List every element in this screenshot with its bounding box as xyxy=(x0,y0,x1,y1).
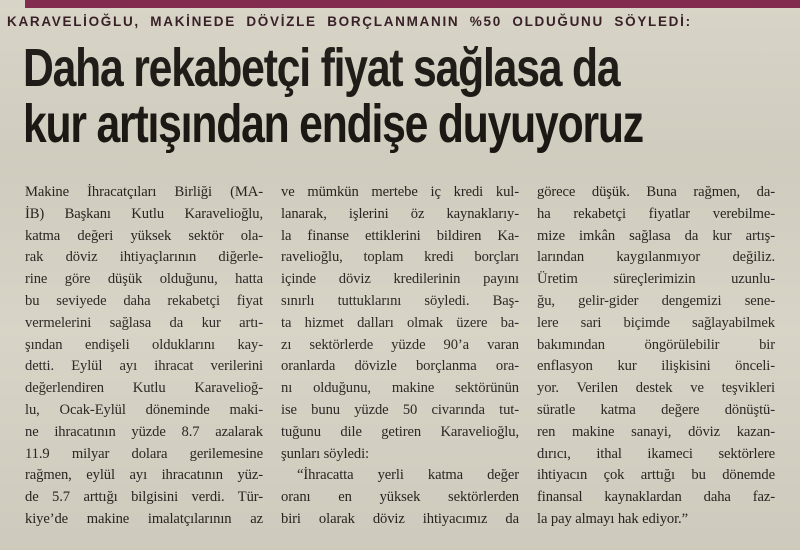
body-text-line: ta hizmet dalları olmak üzere ba- xyxy=(281,314,519,331)
body-text-line: Makine İhracatçıları Birliği (MA- xyxy=(25,184,263,200)
body-text-line: la finanse ettiklerini bildiren Ka- xyxy=(281,227,519,244)
body-text-line: detti. Eylül ayı ihracat verilerini xyxy=(25,358,263,375)
body-text-line: “İhracatta yerli katma değer xyxy=(297,467,519,484)
body-text-line: de 5.7 arttığı bilgisini verdi. Tür- xyxy=(25,489,263,506)
body-text-line: 11.9 milyar dolara gerilemesine xyxy=(25,445,263,462)
body-text-line: lere sari biçimde sağlayabilmek xyxy=(537,314,775,331)
body-text-line: ha rekabetçi fiyatlar verebilme- xyxy=(537,205,775,222)
body-text-line: ve mümkün mertebe iç kredi kul- xyxy=(281,184,519,200)
body-text-line: vermelerini sağlasa da kur artı- xyxy=(25,314,263,331)
article-body xyxy=(25,182,775,531)
body-text-line: bu seviyede daha rekabetçi fiyat xyxy=(25,292,263,309)
body-text-line: nı olduğunu, makine sektörünün xyxy=(281,380,519,397)
body-text-line: değerlendiren Kutlu Karavelioğ- xyxy=(25,380,263,397)
article-column-1 xyxy=(25,182,263,531)
article-column-3 xyxy=(537,182,775,531)
body-text-line: lanarak, işlerini öz kaynaklarıy- xyxy=(281,205,519,222)
body-text-line: zı sektörlerde yüzde 90’a varan xyxy=(281,336,519,353)
body-text-line: enflasyon kur ilişkisini önceli- xyxy=(537,358,775,375)
headline-line-1: Daha rekabetçi fiyat sağlasa da xyxy=(23,38,620,98)
body-text-line: finansal kaynaklardan daha faz- xyxy=(537,489,775,506)
body-text-line: la pay almayı hak ediyor.” xyxy=(537,510,688,527)
body-text-line: katma değeri yüksek sektör ola- xyxy=(25,227,263,244)
article-column-2 xyxy=(281,182,519,531)
kicker-accent-bar xyxy=(25,0,800,8)
article-headline xyxy=(23,40,800,152)
body-text-line: rak döviz ihtiyaçlarının diğerle- xyxy=(25,249,263,266)
body-text-line: lu, Ocak-Eylül döneminde maki- xyxy=(25,401,263,418)
body-text-line: ise bunu yüzde 50 civarında tut- xyxy=(281,401,519,418)
body-text-line: ihtiyacın çok arttığı bu dönemde xyxy=(537,467,775,484)
body-text-line: mize imkân sağlasa da kur artış- xyxy=(537,227,775,244)
body-text-line: rağmen, eylül ayı ihracatının yüz- xyxy=(25,467,263,484)
kicker-headline: KARAVELİOĞLU, MAKİNEDE DÖVİZLE BORÇLANMANIN %50 OLDUĞUNU SÖYLEDİ: xyxy=(7,14,692,29)
body-text-line: tuğunu dile getiren Karavelioğlu, xyxy=(281,423,519,440)
body-text-line: ren makine sanayi, döviz kazan- xyxy=(537,423,775,440)
body-text-line: yor. Verilen destek ve teşvikleri xyxy=(537,380,775,397)
body-text-line: sınırlı tuttuklarını söyledi. Baş- xyxy=(281,292,519,309)
body-text-line: bakımından öngörülebilir bir xyxy=(537,336,775,353)
body-text-line: oranlarda dövizle borçlanma ora- xyxy=(281,358,519,375)
headline-line-2: kur artışından endişe duyuyoruz xyxy=(23,94,643,154)
body-text-line: ravelioğlu, toplam kredi borçları xyxy=(281,249,519,266)
body-text-line: şından endişeli olduklarını kay- xyxy=(25,336,263,353)
body-text-line: ğu, gelir-gider dengemizi sene- xyxy=(537,292,775,309)
body-text-line: Üretim süreçlerimizin uzunlu- xyxy=(537,271,775,288)
body-text-line: ne ihracatının yüzde 8.7 azalarak xyxy=(25,423,263,440)
body-text-line: içinde döviz kredilerinin payını xyxy=(281,271,519,288)
body-text-line: dırıcı, ithal ikameci sektörlere xyxy=(537,445,775,462)
body-text-line: oranı en yüksek sektörlerden xyxy=(281,489,519,506)
body-text-line: süratle katma değere dönüştü- xyxy=(537,401,775,418)
body-text-line: İB) Başkanı Kutlu Karavelioğlu, xyxy=(25,205,263,222)
body-text-line: şunları söyledi: xyxy=(281,445,369,462)
body-text-line: kiye’de makine imalatçılarının az xyxy=(25,510,263,527)
body-text-line: biri olarak döviz ihtiyacımız da xyxy=(281,510,519,527)
body-text-line: rine göre düşük olduğunu, hatta xyxy=(25,271,263,288)
body-text-line: görece düşük. Buna rağmen, da- xyxy=(537,184,775,200)
body-text-line: larından kaygılanmıyor değiliz. xyxy=(537,249,775,266)
